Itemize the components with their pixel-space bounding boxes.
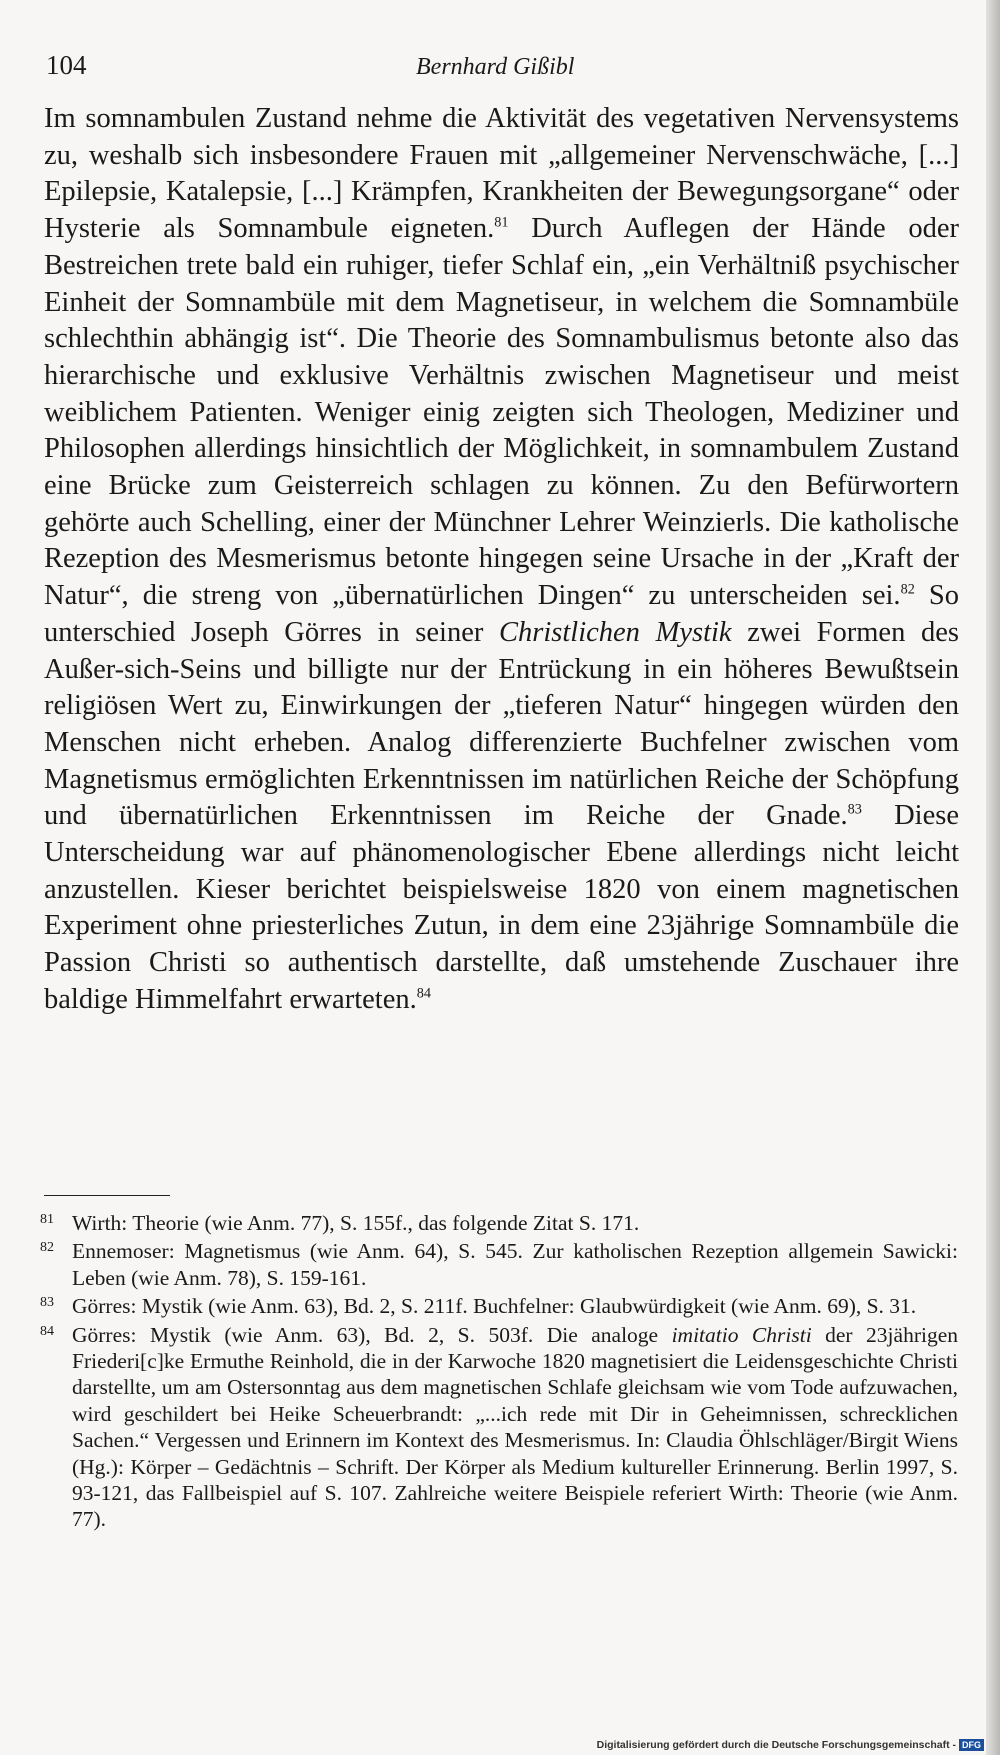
- footnotes: [40, 1210, 958, 1535]
- credit-text: Digitalisierung gefördert durch die Deutsche Forschungsgemeinschaft -: [596, 1739, 956, 1751]
- page-header: [46, 50, 966, 90]
- text-segment: So unterschied Joseph Görres in seiner: [44, 580, 959, 648]
- footnote-text: [72, 1322, 958, 1533]
- footnote-text: Ennemoser: Magnetismus (wie Anm. 64), S. 545. Zur katholischen Rezeption allgemein Sawicki: Leben (wie Anm. 78), S. 159-161.: [72, 1239, 958, 1290]
- footnote-text: Görres: Mystik (wie Anm. 63), Bd. 2, S. 211f. Buchfelner: Glaubwürdigkeit (wie Anm. 69), S. 31.: [72, 1294, 917, 1319]
- text-segment: Görres: Mystik (wie Anm. 63), Bd. 2, S. 503f. Die analoge: [72, 1322, 672, 1347]
- footnote: [40, 1293, 958, 1319]
- body-paragraph: [44, 101, 959, 1019]
- footnote-divider: [44, 1195, 170, 1196]
- footnote-number: 84: [40, 1323, 54, 1339]
- footnote-text: Wirth: Theorie (wie Anm. 77), S. 155f., das folgende Zitat S. 171.: [72, 1211, 640, 1235]
- footnote: [40, 1238, 958, 1291]
- dfg-logo: DFG: [959, 1739, 984, 1751]
- running-title: Bernhard Gißibl: [416, 54, 575, 80]
- text-segment: der 23jährigen Friederi[c]ke Ermuthe Reinhold, die in der Karwoche 1820 magnetisiert die Leidensgeschichte Christi darstellte, um am Ostersonntag aus dem magnetischen Schlafe gleichsam wie vom Tode aufzuwachen, wird geschildert bei Heike Scheuerbrandt: „...ich rede mit Dir in Geheimnissen, schrecklichen Sachen.“ Vergessen und Erinnern im Kontext des Mesmerismus. In: Claudia Öhlschläger/Birgit Wiens (Hg.): Körper – Gedächtnis – Schrift. Der Körper als Medium kultureller Erinnerung. Berlin 1997, S. 93-121, das Fallbeispiel auf S. 107. Zahlreiche weitere Beispiele referiert Wirth: Theorie (wie Anm. 77).: [72, 1322, 958, 1532]
- footnote-ref[interactable]: 83: [847, 801, 862, 818]
- footnote: [40, 1210, 958, 1236]
- footnote-ref[interactable]: 81: [494, 214, 509, 231]
- footnote-number: 83: [40, 1295, 54, 1311]
- footnote-number: 81: [40, 1212, 54, 1227]
- footnote-ref[interactable]: 82: [900, 581, 915, 598]
- text-segment: Durch Auflegen der Hände oder Bestreichen trete bald ein ruhiger, tiefer Schlaf ein, „ein Verhältniß psychischer Einheit der Somnambüle mit dem Magnetiseur, in welchem die Somnambüle schlechthin abhängig ist“. Die Theorie des Somnambulismus betonte also das hierarchische und exklusive Verhältnis zwischen Magnetiseur und meist weiblichem Patienten. Weniger einig zeigten sich Theologen, Mediziner und Philosophen allerdings hinsichtlich der Möglichkeit, in somnambulem Zustand eine Brücke zum Geisterreich schlagen zu können. Zu den Befürwortern gehörte auch Schelling, einer der Münchner Lehrer Weinzierls. Die katholische Rezeption des Mesmerismus betonte hingegen seine Ursache in der „Kraft der Natur“, die streng von „übernatürlichen Dingen“ zu unterscheiden sei.: [44, 213, 959, 612]
- italic-term: imitatio Christi: [671, 1322, 812, 1347]
- text-segment: zwei Formen des Außer-sich-Seins und billigte nur der Entrückung in ein höheres Bewußtsein religiösen Wert zu, Einwirkungen der „tieferen Natur“ hingegen würden den Menschen nicht erheben. Analog differenzierte Buchfelner zwischen vom Magnetismus ermöglichten Erkenntnissen im natürlichen Reiche der Schöpfung und übernatürlichen Erkenntnissen im Reiche der Gnade.: [44, 616, 959, 832]
- main-text: [44, 101, 959, 1019]
- footnote: [40, 1322, 958, 1533]
- book-title-italic: Christlichen Mystik: [499, 616, 732, 648]
- text-segment: Diese Unterscheidung war auf phänomenologischer Ebene allerdings nicht leicht anzustellen. Kieser berichtet beispielsweise 1820 von einem magnetischen Experiment ohne priesterliches Zutun, in dem eine 23jährige Somnambüle die Passion Christi so authentisch darstellte, daß umstehende Zuschauer ihre baldige Himmelfahrt erwarteten.: [44, 800, 959, 1015]
- digitization-credit: [597, 1739, 984, 1751]
- footnote-number: 82: [40, 1240, 54, 1256]
- page-number: 104: [46, 50, 87, 80]
- page-edge-shadow: [986, 0, 1000, 1755]
- footnote-ref[interactable]: 84: [416, 985, 431, 1002]
- text-segment: Im somnambulen Zustand nehme die Aktivität des vegetativen Nervensystems zu, weshalb sich insbesondere Frauen mit „allgemeiner Nervenschwäche, [...] Epilepsie, Katalepsie, [...] Krämpfen, Krankheiten der Bewegungsorgane“ oder Hysterie als Somnambule eigneten.: [44, 103, 959, 245]
